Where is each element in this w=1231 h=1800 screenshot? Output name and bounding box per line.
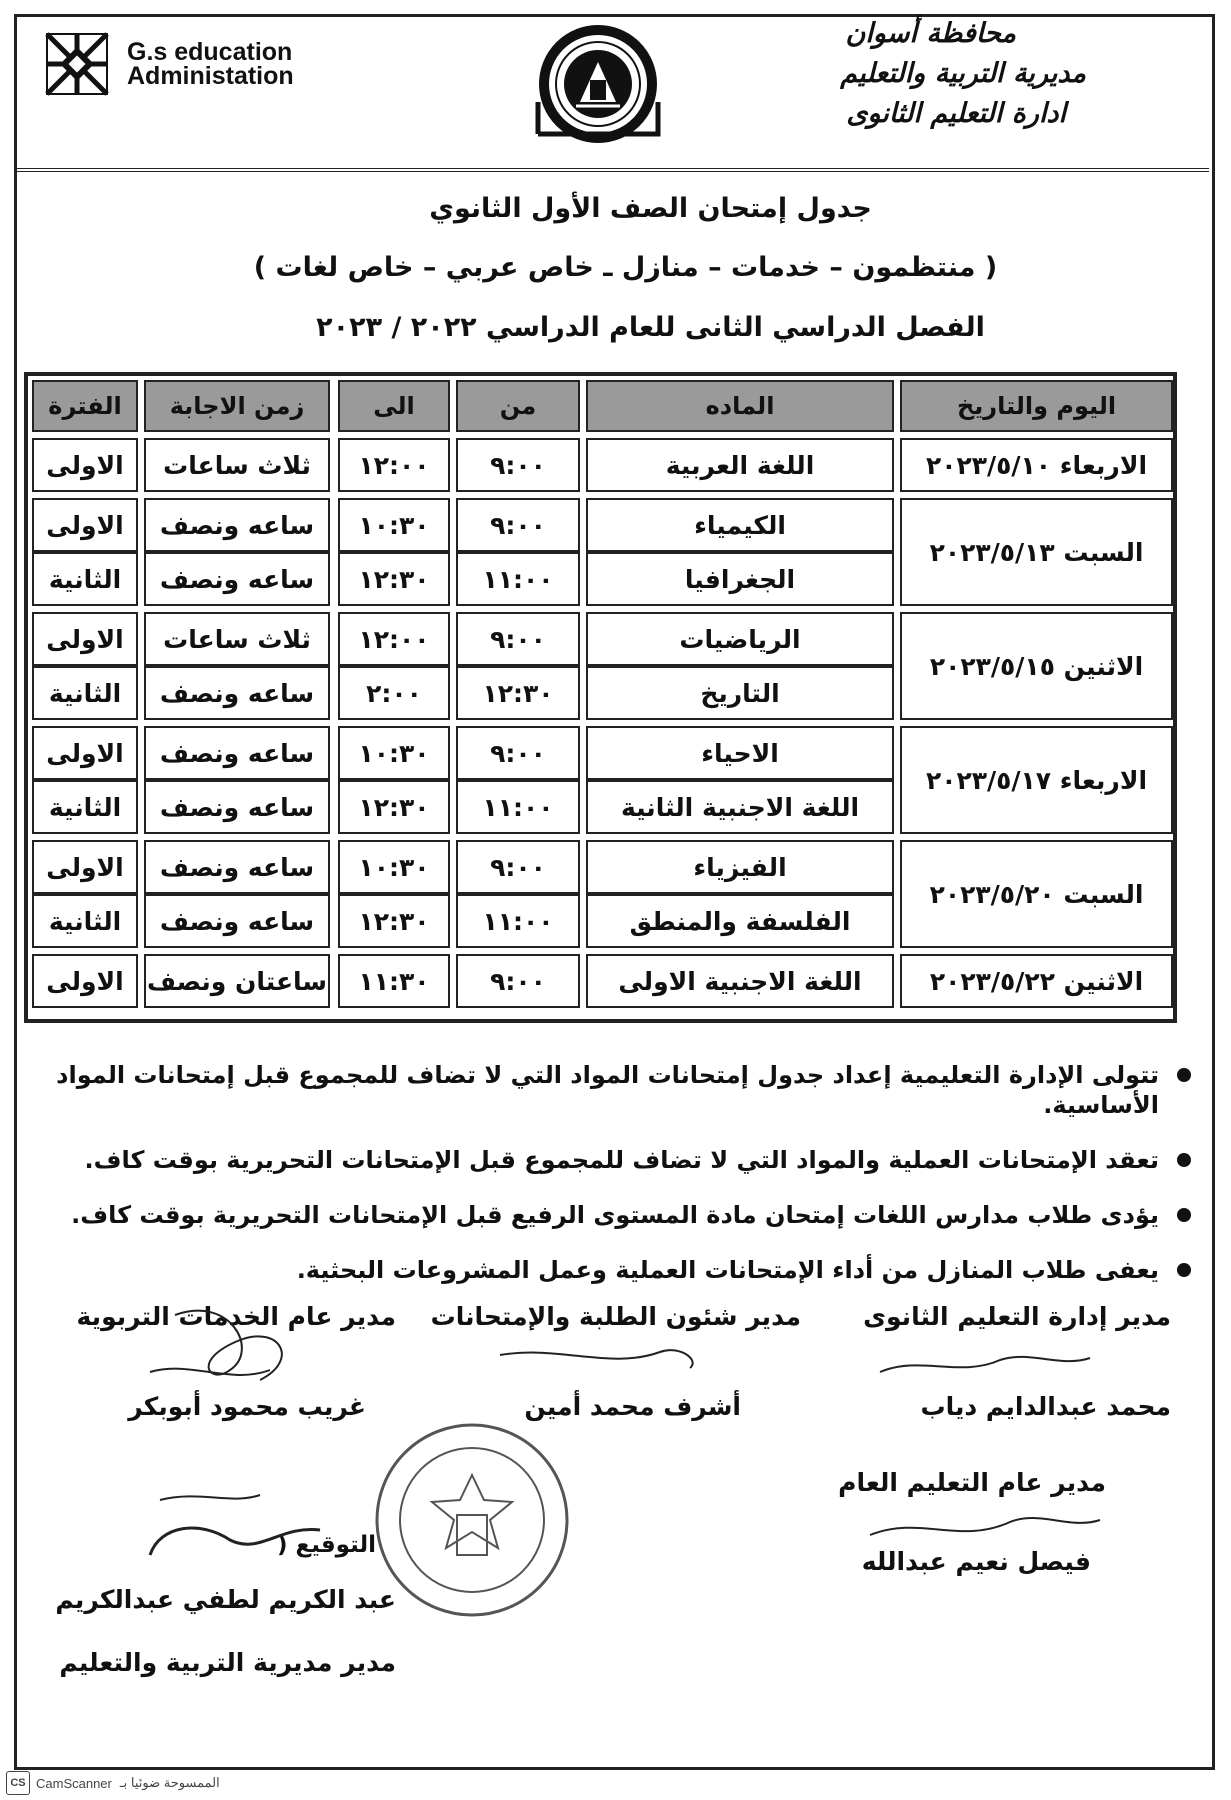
to-cell: ١٠:٣٠ <box>338 840 450 894</box>
from-cell: ٩:٠٠ <box>456 726 580 780</box>
title-line-1: جدول إمتحان الصف الأول الثانوي <box>429 193 872 224</box>
secondary-director-title: مدير إدارة التعليم الثانوى <box>863 1302 1171 1331</box>
services-director-title: مدير عام الخدمات التربوية <box>76 1302 396 1331</box>
day-date-cell: السبت ٢٠٢٣/٥/١٣ <box>900 498 1173 606</box>
to-cell: ١١:٣٠ <box>338 954 450 1008</box>
administration-line: ادارة التعليم الثانوى <box>846 98 1066 129</box>
duration-cell: ساعه ونصف <box>144 498 330 552</box>
general-director-name: فيصل نعيم عبدالله <box>861 1547 1091 1576</box>
day-date-cell: الاثنين ٢٠٢٣/٥/٢٢ <box>900 954 1173 1008</box>
camscanner-name: CamScanner <box>36 1775 112 1791</box>
day-date-cell: السبت ٢٠٢٣/٥/٢٠ <box>900 840 1173 948</box>
duration-cell: ساعه ونصف <box>144 726 330 780</box>
from-cell: ٩:٠٠ <box>456 498 580 552</box>
header-cell-subject: الماده <box>586 380 894 432</box>
sign-label: التوقيع ( <box>276 1532 376 1558</box>
header-cell-period: الفترة <box>32 380 138 432</box>
title-line-2: ( منتظمون – خدمات – منازل ـ خاص عربي – خاص لغات ) <box>253 252 998 283</box>
directorate-director-name: عبد الكريم لطفي عبدالكريم <box>55 1585 396 1614</box>
duration-cell: ساعه ونصف <box>144 894 330 948</box>
from-cell: ١١:٠٠ <box>456 894 580 948</box>
subject-cell: اللغة الاجنبية الثانية <box>586 780 894 834</box>
title-line-3: الفصل الدراسي الثانى للعام الدراسي ٢٠٢٢ / ٢٠٢٣ <box>316 312 985 343</box>
subject-cell: اللغة العربية <box>586 438 894 492</box>
header-cell-to: الى <box>338 380 450 432</box>
period-cell: الاولى <box>32 954 138 1008</box>
directorate-director-title: مدير مديرية التربية والتعليم <box>59 1648 396 1677</box>
period-cell: الاولى <box>32 726 138 780</box>
to-cell: ١٠:٣٠ <box>338 726 450 780</box>
subject-cell: الاحياء <box>586 726 894 780</box>
duration-cell: ساعه ونصف <box>144 840 330 894</box>
to-cell: ١٢:٣٠ <box>338 894 450 948</box>
to-cell: ١٢:٣٠ <box>338 780 450 834</box>
to-cell: ١٢:٠٠ <box>338 438 450 492</box>
subject-cell: الكيمياء <box>586 498 894 552</box>
logo-text-line1: G.s education <box>127 38 293 66</box>
period-cell: الثانية <box>32 780 138 834</box>
period-cell: الثانية <box>32 894 138 948</box>
day-date-cell: الاربعاء ٢٠٢٣/٥/١٧ <box>900 726 1173 834</box>
duration-cell: ساعه ونصف <box>144 552 330 606</box>
official-stamp-icon <box>372 1420 572 1620</box>
to-cell: ١٠:٣٠ <box>338 498 450 552</box>
logo-text-line2: Administation <box>127 62 294 90</box>
subject-cell: الرياضيات <box>586 612 894 666</box>
period-cell: الثانية <box>32 666 138 720</box>
duration-cell: ثلاث ساعات <box>144 438 330 492</box>
note-text: يؤدى طلاب مدارس اللغات إمتحان مادة المستوى الرفيع قبل الإمتحانات التحريرية بوقت كاف. <box>71 1201 1159 1229</box>
subject-cell: الفيزياء <box>586 840 894 894</box>
day-date-cell: الاربعاء ٢٠٢٣/٥/١٠ <box>900 438 1173 492</box>
subject-cell: التاريخ <box>586 666 894 720</box>
students-director-title: مدير شئون الطلبة والإمتحانات <box>430 1302 801 1331</box>
to-cell: ١٢:٣٠ <box>338 552 450 606</box>
note-text: تعقد الإمتحانات العملية والمواد التي لا تضاف للمجموع قبل الإمتحانات التحريرية بوقت كاف. <box>84 1146 1159 1174</box>
from-cell: ٩:٠٠ <box>456 954 580 1008</box>
duration-cell: ساعتان ونصف <box>144 954 330 1008</box>
scanner-footer <box>0 1766 1231 1800</box>
secondary-director-name: محمد عبدالدايم دياب <box>920 1392 1171 1421</box>
from-cell: ١١:٠٠ <box>456 552 580 606</box>
day-date-cell: الاثنين ٢٠٢٣/٥/١٥ <box>900 612 1173 720</box>
subject-cell: الفلسفة والمنطق <box>586 894 894 948</box>
note-text: تتولى الإدارة التعليمية إعداد جدول إمتحانات المواد التي لا تضاف للمجموع قبل إمتحانات المواد الأساسية. <box>56 1061 1159 1119</box>
period-cell: الاولى <box>32 498 138 552</box>
services-director-name: غريب محمود أبوبكر <box>128 1392 366 1421</box>
from-cell: ٩:٠٠ <box>456 612 580 666</box>
to-cell: ١٢:٠٠ <box>338 612 450 666</box>
from-cell: ١١:٠٠ <box>456 780 580 834</box>
subject-cell: الجغرافيا <box>586 552 894 606</box>
period-cell: الاولى <box>32 840 138 894</box>
subject-cell: اللغة الاجنبية الاولى <box>586 954 894 1008</box>
note-text: يعفى طلاب المنازل من أداء الإمتحانات العملية وعمل المشروعات البحثية. <box>296 1256 1159 1284</box>
header-cell-day: اليوم والتاريخ <box>900 380 1173 432</box>
students-director-name: أشرف محمد أمين <box>524 1392 741 1421</box>
general-director-title: مدير عام التعليم العام <box>838 1468 1106 1497</box>
camscanner-note: الممسوحة ضوئيا بـ <box>119 1775 220 1790</box>
duration-cell: ساعه ونصف <box>144 780 330 834</box>
duration-cell: ثلاث ساعات <box>144 612 330 666</box>
from-cell: ١٢:٣٠ <box>456 666 580 720</box>
to-cell: ٢:٠٠ <box>338 666 450 720</box>
governorate-line: محافظة أسوان <box>845 18 1016 49</box>
from-cell: ٩:٠٠ <box>456 438 580 492</box>
duration-cell: ساعه ونصف <box>144 666 330 720</box>
directorate-line: مديرية التربية والتعليم <box>840 58 1086 89</box>
period-cell: الثانية <box>32 552 138 606</box>
header-cell-from: من <box>456 380 580 432</box>
header-cell-duration: زمن الاجابة <box>144 380 330 432</box>
from-cell: ٩:٠٠ <box>456 840 580 894</box>
period-cell: الاولى <box>32 438 138 492</box>
camscanner-badge: CS <box>6 1771 30 1795</box>
period-cell: الاولى <box>32 612 138 666</box>
